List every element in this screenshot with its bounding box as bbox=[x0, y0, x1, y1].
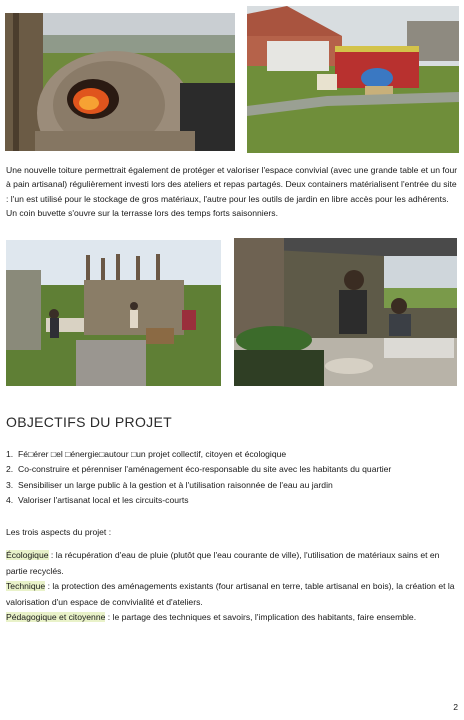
aspect-label: Pédagogique et citoyenne bbox=[6, 612, 106, 622]
aspect-ecologique: Écologique : la récupération d'eau de pluie (plutôt que l'eau courante de ville), l'utilisation de matériaux sains et en partie recyclés. bbox=[6, 550, 440, 576]
objectives-list bbox=[6, 447, 458, 508]
section-title: OBJECTIFS DU PROJET bbox=[6, 414, 172, 430]
aspect-label: Technique bbox=[6, 581, 46, 591]
aspect-technique: Technique : la protection des aménagements existants (four artisanal en terre, table artisanal en bois), la création et la valorisation d'un espace de convivialité et d'ateliers. bbox=[6, 581, 455, 607]
aspects-intro: Les trois aspects du projet : bbox=[6, 527, 112, 537]
aspect-label: Écologique bbox=[6, 550, 49, 560]
objective-item: 3. Sensibiliser un large public à la gestion et à l'utilisation raisonnée de l'eau au jardin bbox=[6, 479, 333, 490]
objective-item: 1. Fé□érer □el □énergie□autour □un projet collectif, citoyen et écologique bbox=[6, 449, 287, 459]
objective-item: 2. Co-construire et pérenniser l'aménagement éco-responsable du site avec les habitants du quartier bbox=[6, 464, 392, 475]
photo-bread-oven bbox=[5, 13, 235, 151]
aspect-pedagogique: Pédagogique et citoyenne : le partage des techniques et savoirs, l'implication des habitants, faire ensemble. bbox=[6, 612, 417, 622]
objective-item: 4. Valoriser l'artisanat local et les circuits-courts bbox=[6, 494, 189, 505]
photo-market-stall bbox=[234, 238, 457, 386]
page-number: 2 bbox=[453, 702, 458, 712]
photo-gathering bbox=[6, 240, 221, 386]
intro-paragraph: Une nouvelle toiture permettrait également de protéger et valoriser l'espace convivial (avec une grande table et un four à pain artisanal) régulièrement investi lors des ateliers et repas partagés. Deux containers matérialisent l'entrée du site : l'un est utilisé pour le stockage de gros matériaux, l'autre pour les outils de jardin en libre accès pour les adhérents. Un coin buvette s'ouvre sur la terrasse lors des temps forts saisonniers. bbox=[6, 165, 458, 219]
photo-containers bbox=[247, 6, 459, 153]
